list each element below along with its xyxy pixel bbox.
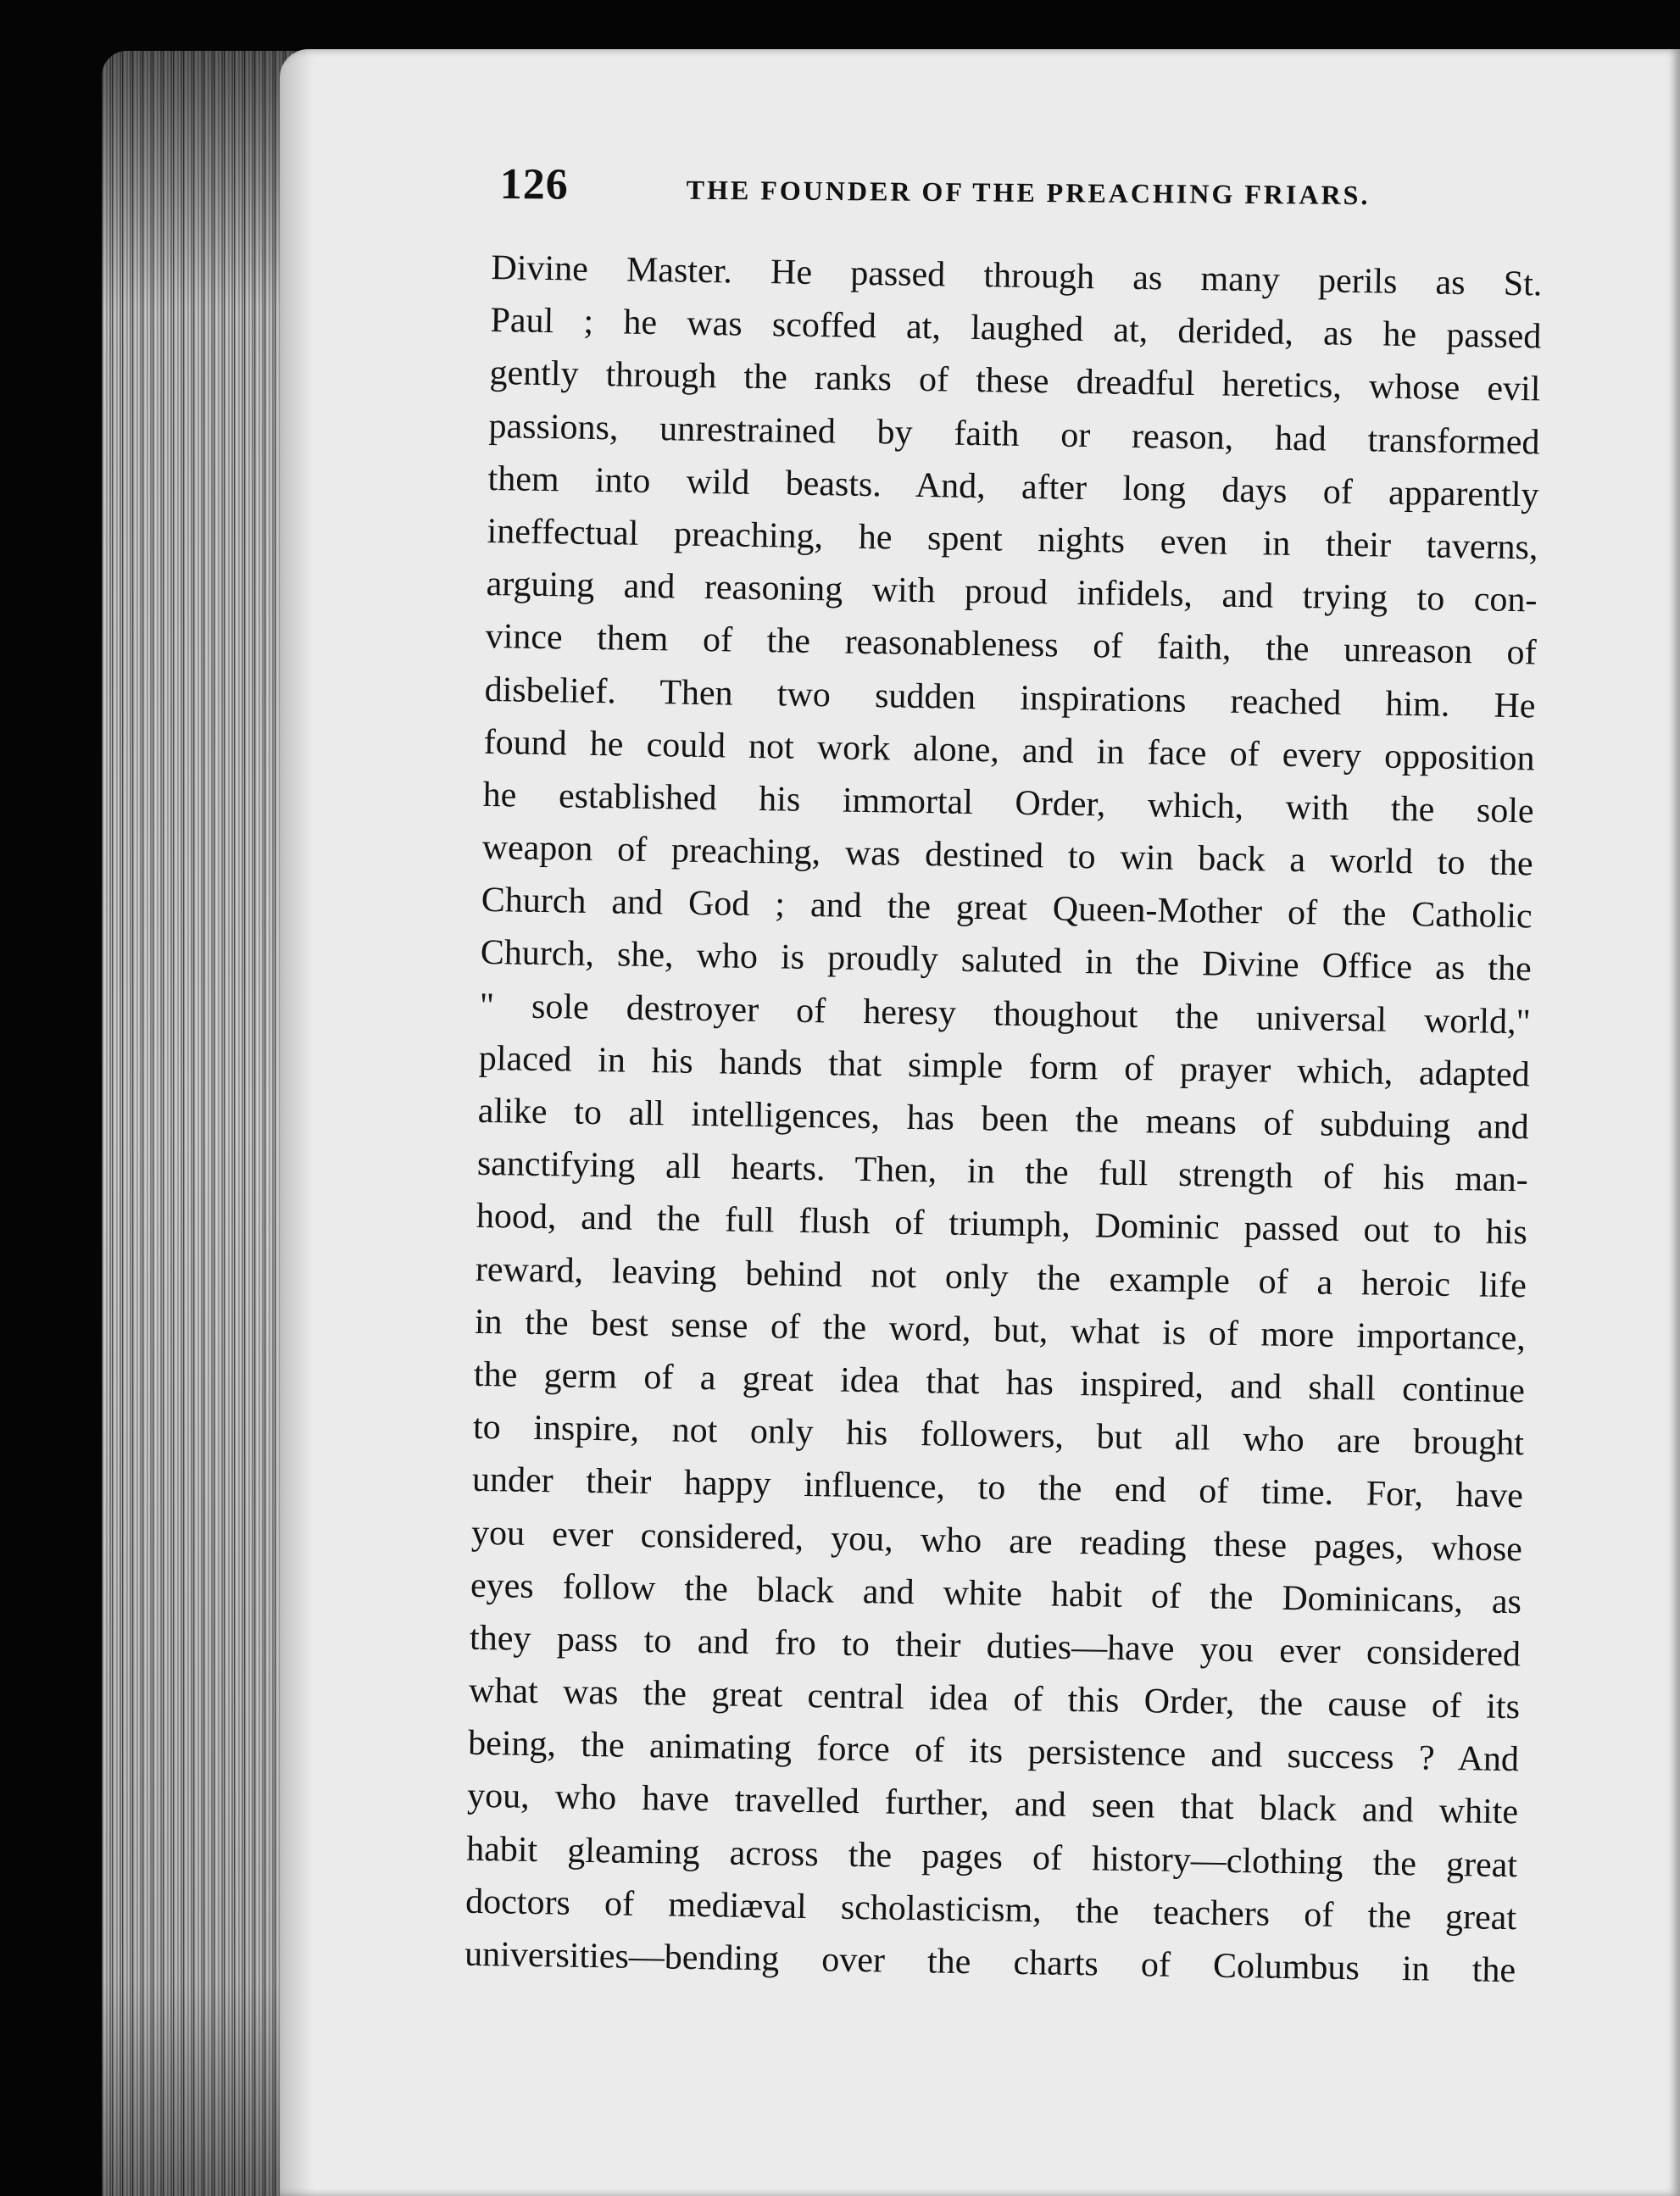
text-line: you, who have travelled further, and seen that black and white <box>466 1776 1519 1832</box>
text-line: alike to all intelligences, has been the means of subduing and <box>477 1091 1530 1148</box>
text-line: under their happy influence, to the end of time. For, have <box>471 1460 1524 1516</box>
text-line: universities—bending over the charts of Columbus in the <box>464 1934 1516 1991</box>
text-line: what was the great central idea of this Order, the cause of its <box>468 1671 1521 1727</box>
text-line: Divine Master. He passed through as many perils as St. <box>491 247 1543 304</box>
text-line: eyes follow the black and white habit of the Dominicans, as <box>470 1565 1522 1621</box>
text-line: disbelief. Then two sudden inspirations reached him. He <box>484 670 1536 726</box>
text-line: gently through the ranks of these dreadful heretics, whose evil <box>489 353 1541 409</box>
text-line: to inspire, not only his followers, but all who are brought <box>472 1407 1525 1464</box>
text-line: he established his immortal Order, which, with the sole <box>482 775 1534 831</box>
running-head <box>499 159 1390 225</box>
text-line: doctors of mediæval scholasticism, the teachers of the great <box>465 1882 1517 1938</box>
text-line: hood, and the full flush of triumph, Dominic passed out to his <box>476 1197 1528 1253</box>
text-line: in the best sense of the word, but, what is of more importance, <box>474 1302 1527 1359</box>
page-gutter-shadow <box>280 49 314 2196</box>
text-line: habit gleaming across the pages of history—clothing the great <box>465 1829 1518 1885</box>
text-line: Church, she, who is proudly saluted in the Divine Office as the <box>480 933 1533 989</box>
text-line: the germ of a great idea that has inspired, and shall continue <box>473 1354 1526 1411</box>
page-number: 126 <box>499 159 569 209</box>
text-line: " sole destroyer of heresy thoughout the universal world," <box>479 986 1532 1042</box>
text-line: reward, leaving behind not only the example of a heroic life <box>475 1249 1527 1305</box>
text-line: found he could not work alone, and in face of every opposition <box>483 722 1535 779</box>
text-line: passions, unrestrained by faith or reason, had transformed <box>488 406 1540 463</box>
text-line: Church and God ; and the great Queen-Mother of the Catholic <box>481 881 1533 937</box>
text-line: being, the animating force of its persistence and success ? And <box>467 1724 1520 1780</box>
running-head-title: THE FOUNDER OF THE PREACHING FRIARS. <box>686 174 1371 211</box>
text-line: sanctifying all hearts. Then, in the full strength of his man- <box>476 1144 1529 1200</box>
text-line: Paul ; he was scoffed at, laughed at, derided, as he passed <box>490 301 1542 357</box>
text-line: ineffectual preaching, he spent nights even in their taverns, <box>487 511 1538 568</box>
text-line: placed in his hands that simple form of prayer which, adapted <box>478 1038 1531 1095</box>
text-line: they pass to and fro to their duties—have you ever considered <box>469 1618 1521 1675</box>
text-line: weapon of preaching, was destined to win back a world to the <box>481 827 1533 884</box>
text-line: them into wild beasts. And, after long days of apparently <box>487 459 1539 515</box>
text-line: vince them of the reasonableness of faith, the unreason of <box>485 617 1537 673</box>
page-edges-shadow <box>102 51 301 2196</box>
text-line: arguing and reasoning with proud infidels, and trying to con- <box>486 564 1538 620</box>
text-line: you ever considered, you, who are reading these pages, whose <box>470 1513 1523 1569</box>
body-text <box>465 242 1543 1997</box>
